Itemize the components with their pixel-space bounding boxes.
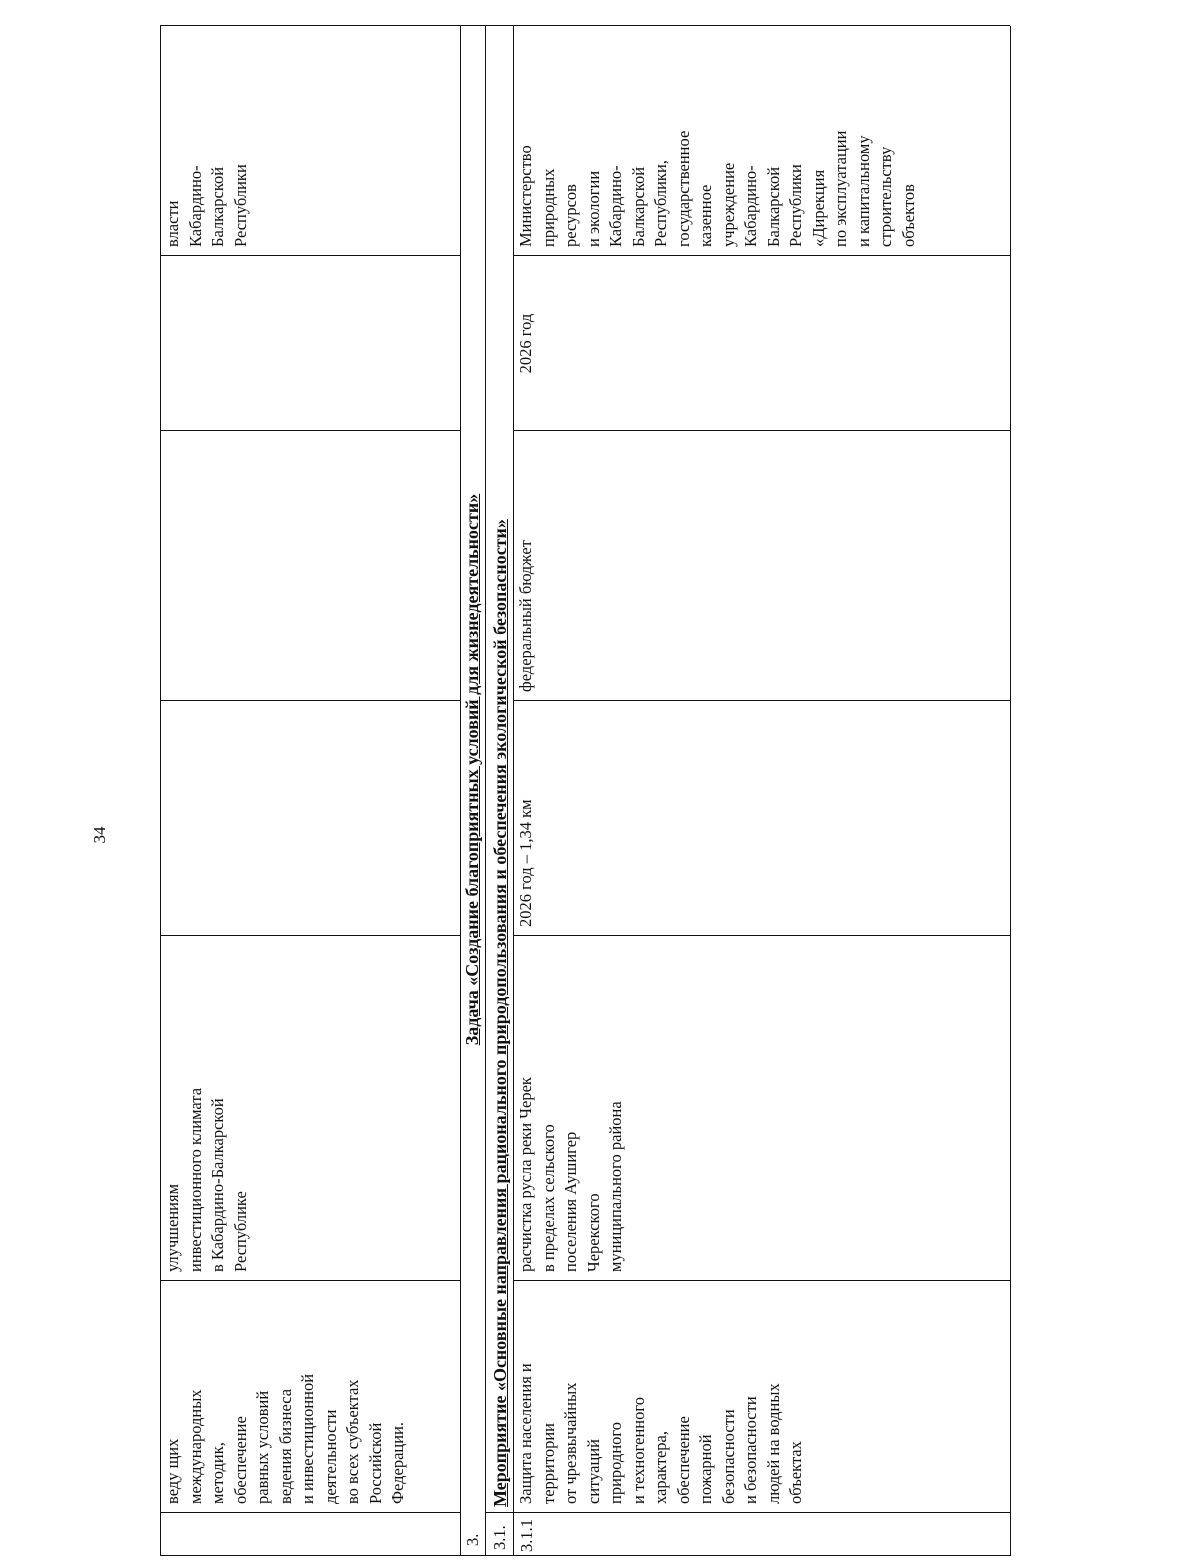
col-border-2 xyxy=(160,1280,460,1281)
task-row-number: 3. xyxy=(463,1533,482,1546)
col-border-4b xyxy=(513,700,1010,701)
col-border-5b xyxy=(513,430,1010,431)
col-border-5 xyxy=(160,430,460,431)
item-row-description: расчистка русла реки Черек в пределах сельского поселения Аушигер Черекского муниципального района xyxy=(516,1077,625,1272)
col-border-6b xyxy=(513,255,1010,256)
item-row-deadline: 2026 год xyxy=(516,313,535,374)
col-border-3 xyxy=(160,935,460,936)
item-row-number: 3.1.1 xyxy=(517,1519,536,1552)
col-border-left xyxy=(160,1555,1010,1556)
event-row-number: 3.1. xyxy=(490,1525,509,1550)
page-number: 34 xyxy=(90,826,109,844)
task-row-title: Задача «Создание благоприятных условий для жизнедеятельности» xyxy=(462,493,482,1046)
top-row-goal: веду щих международных методик, обеспечение равных условий ведения бизнеса и инвестиционной деятельности во всех субъектах Российской Федерации. xyxy=(163,1373,407,1504)
event-row-title: Мероприятие «Основные направления рационального природопользования и обеспечения экологической безопасности» xyxy=(490,519,510,1507)
item-row-goal: Защита населения и территории от чрезвычайных ситуаций природного и техногенного характера, обеспечение пожарной безопасности и безопасности людей на водных объектах xyxy=(516,1363,805,1504)
top-row-description: улучшениям инвестиционного климата в Кабардино-Балкарской Республике xyxy=(163,1087,250,1272)
col-border-1 xyxy=(160,1512,460,1513)
col-border-2b xyxy=(513,1280,1010,1281)
col-border-right xyxy=(160,25,1010,26)
col-border-1b xyxy=(485,1512,1010,1513)
item-row-result: 2026 год – 1,34 км xyxy=(516,799,535,927)
plan-table xyxy=(160,26,1012,1556)
col-border-6 xyxy=(160,255,460,256)
item-row-source: федеральный бюджет xyxy=(516,540,535,692)
col-border-4 xyxy=(160,700,460,701)
top-row-executor: власти Кабардино- Балкарской Республики xyxy=(163,164,250,247)
col-border-3b xyxy=(513,935,1010,936)
item-row-executor: Министерство природных ресурсов и экологии Кабардино- Балкарской Республики, государственное казенное учреждение Кабардино- Балкарской Республики «Дирекция по эксплуатации и капитальному строительству объектов xyxy=(516,130,918,247)
task-row-bottom-border xyxy=(485,26,486,1556)
table-bottom-border xyxy=(1010,26,1011,1556)
